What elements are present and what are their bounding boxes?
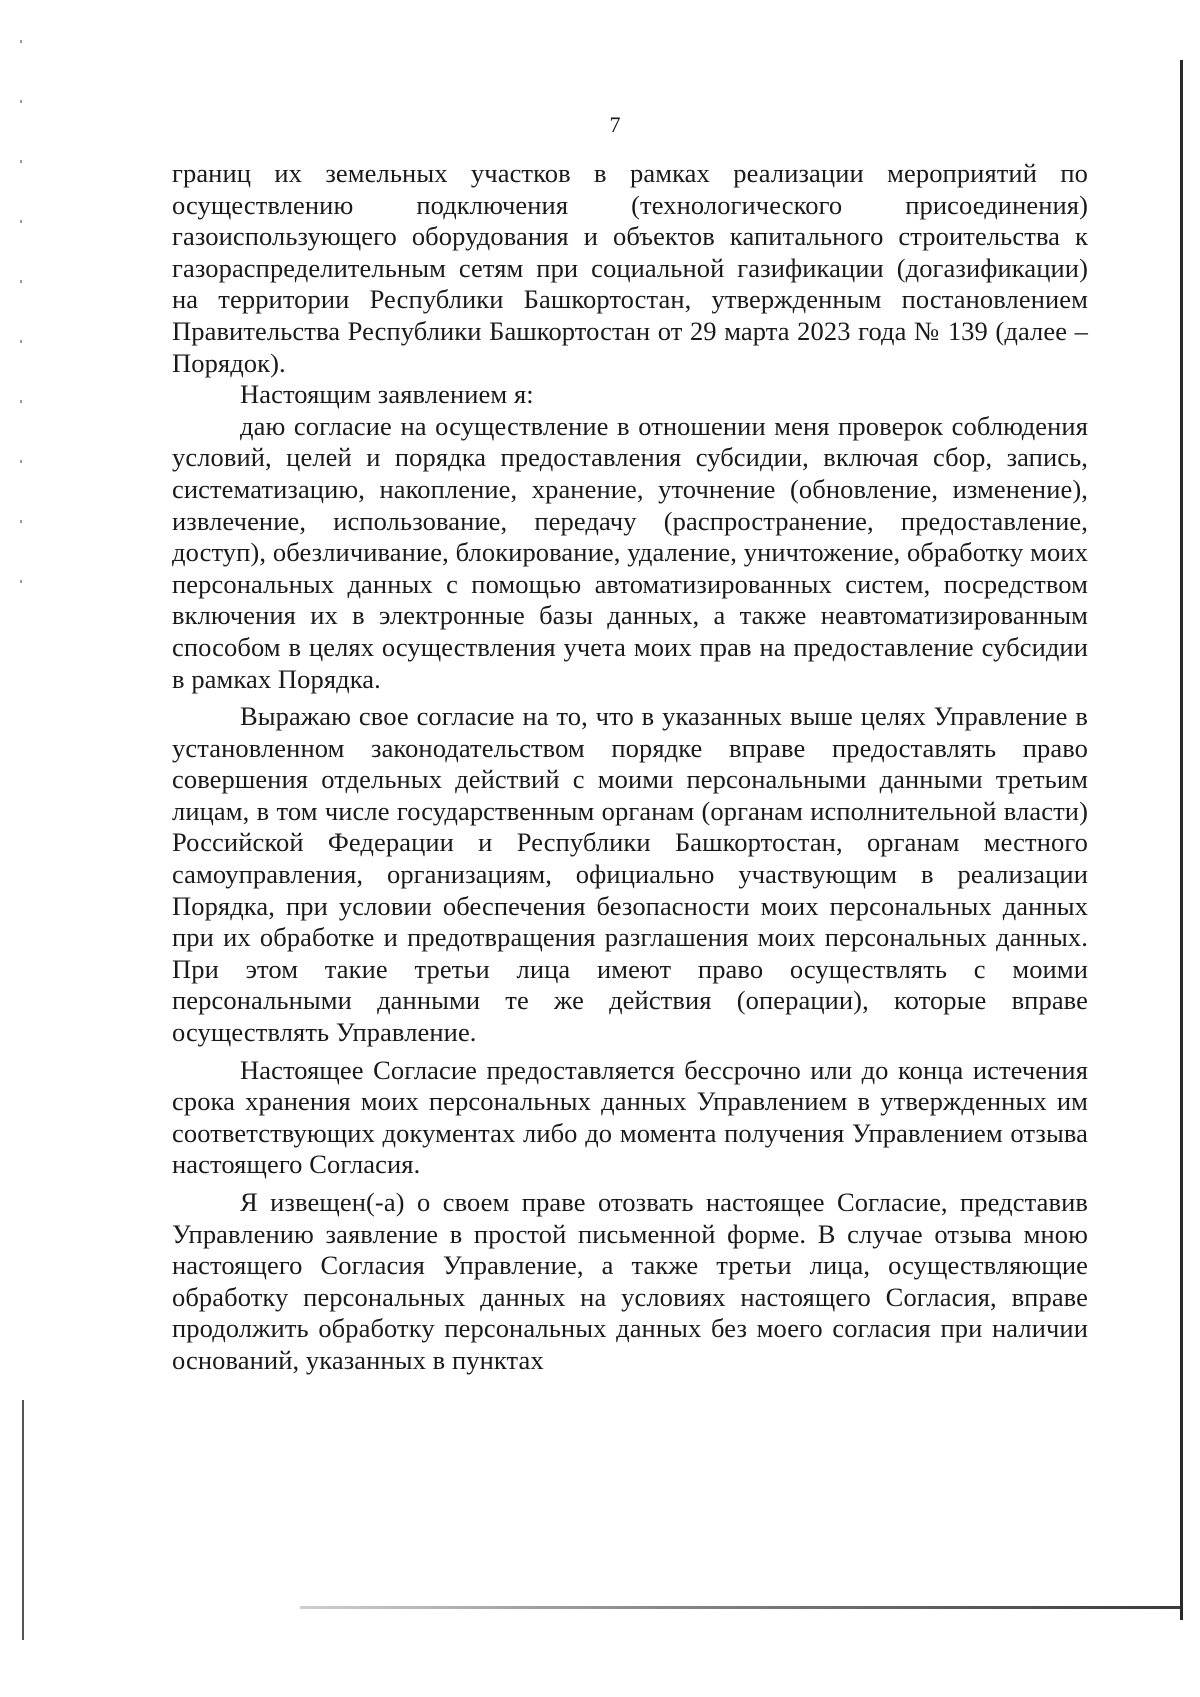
paragraph: Настоящее Согласие предоставляется бессрочно или до конца истечения срока хранения моих персональных данных Управлением в утвержденных им соответствующих документах либо до момента получения Управлением отзыва настоящего Согласия. — [172, 1054, 1088, 1180]
page-number: 7 — [609, 112, 621, 137]
paragraph: даю согласие на осуществление в отношении меня проверок соблюдения условий, целей и порядка предоставления субсидии, включая сбор, запись, систематизацию, накопление, хранение, уточнение (обновление, изменение), извлечение, использование, передачу (распространение, предоставление, доступ), обезличивание, блокирование, удаление, уничтожение, обработку моих персональных данных с помощью автоматизированных систем, посредством включения их в электронные базы данных, а также неавтоматизированным способом в целях осуществления учета моих прав на предоставление субсидии в рамках Порядка. — [172, 410, 1088, 694]
paragraph: Настоящим заявлением я: — [240, 379, 534, 410]
scan-edge-left — [22, 1400, 24, 1640]
paragraph: Выражаю свое согласие на то, что в указанных выше целях Управление в установленном законодательством порядке вправе предоставлять право совершения отдельных действий с моими персональными данными третьим лицам, в том числе государственным органам (органам исполнительной власти) Российской Федерации и Республики Башкортостан, органам местного самоуправления, организациям, официально участвующим в реализации Порядка, при условии обеспечения безопасности моих персональных данных при их обработке и предотвращения разглашения моих персональных данных. При этом такие третьи лица имеют право осуществлять с моими персональными данными те же действия (операции), которые вправе осуществлять Управление. — [172, 701, 1088, 1048]
document-body — [172, 158, 1088, 1377]
scan-edge-right — [1180, 60, 1183, 1620]
scan-edge-bottom — [300, 1606, 1180, 1609]
paragraph: Я извещен(-а) о своем праве отозвать настоящее Согласие, представив Управлению заявление в простой письменной форме. В случае отзыва мною настоящего Согласия Управление, а также третьи лица, осуществляющие обработку персональных данных на условиях настоящего Согласия, вправе продолжить обработку персональных данных без моего согласия при наличии оснований, указанных в пунктах — [172, 1187, 1088, 1375]
paragraph: границ их земельных участков в рамках реализации мероприятий по осуществлению подключения (технологического присоединения) газоиспользующего оборудования и объектов капитального строительства к газораспределительным сетям при социальной газификации (догазификации) на территории Республики Башкортостан, утвержденным постановлением Правительства Республики Башкортостан от 29 марта 2023 года № 139 (далее – Порядок). — [172, 158, 1088, 378]
